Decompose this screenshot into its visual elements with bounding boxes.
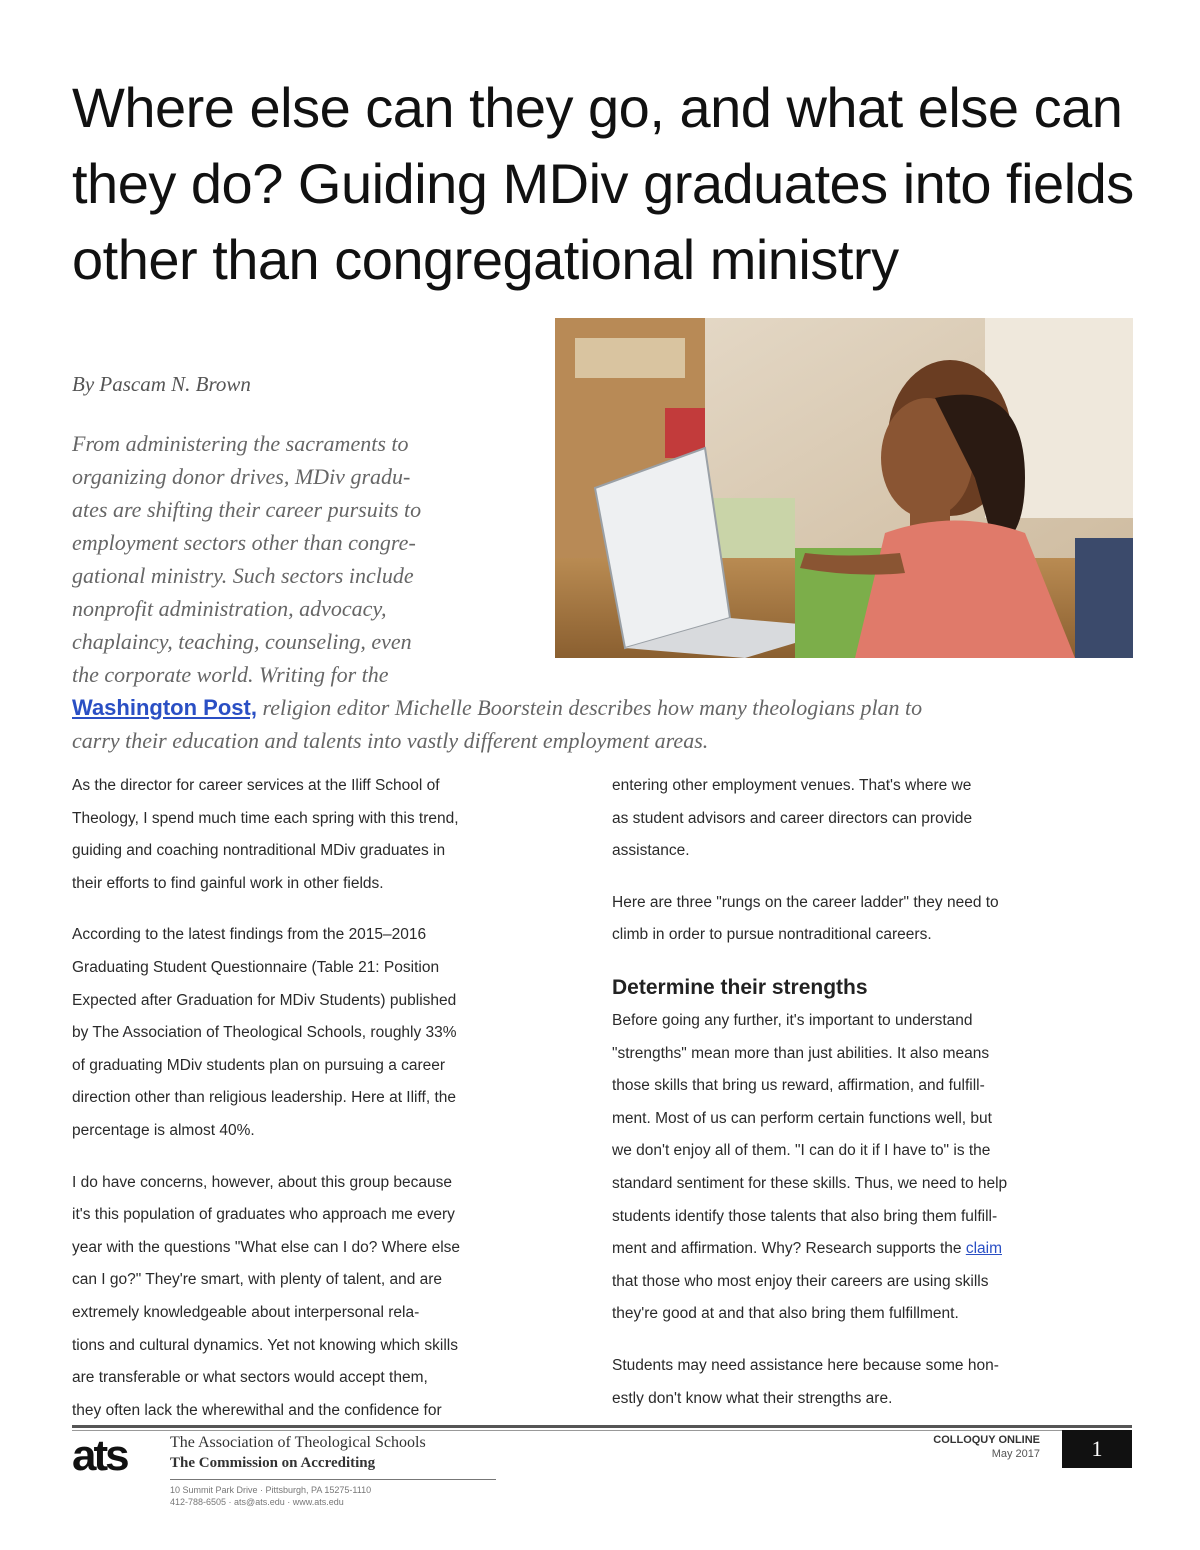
text-line-part: ment and affirmation. Why? Research supports the [612,1240,966,1258]
text-line: by The Association of Theological Schools, roughly 33% [72,1024,457,1042]
text-line: standard sentiment for these skills. Thus, we need to help [612,1174,1008,1192]
text-line: they often lack the wherewithal and the confidence for [72,1401,442,1419]
text-line: year with the questions "What else can I do? Where else [72,1238,461,1256]
text-line: climb in order to pursue nontraditional careers. [612,926,932,944]
right-column [612,770,1130,1434]
org-address [170,1484,371,1508]
text-line: Expected after Graduation for MDiv Students) published [72,991,457,1009]
text-line: percentage is almost 40%. [72,1121,255,1139]
text-line: tions and cultural dynamics. Yet not knowing which skills [72,1336,458,1354]
address-line: 412-788-6505 · ats@ats.edu · www.ats.edu [170,1497,344,1507]
org-subtitle: The Commission on Accrediting [170,1455,376,1471]
text-line: According to the latest findings from the 2015–2016 [72,926,427,944]
text-line: are transferable or what sectors would accept them, [72,1369,428,1387]
intro-line: ates are shifting their career pursuits to [72,497,422,522]
text-line: ment. Most of us can perform certain functions well, but [612,1109,992,1127]
text-line: that those who most enjoy their careers are using skills [612,1272,989,1290]
intro-line [72,691,1132,724]
text-line: it's this population of graduates who approach me every [72,1206,455,1224]
text-line: estly don't know what their strengths are. [612,1389,893,1407]
page-number: 1 [1062,1430,1132,1468]
text-line [612,1233,1130,1266]
publication-series [880,1433,1040,1461]
text-line: Students may need assistance here because some hon- [612,1356,999,1374]
intro-line: organizing donor drives, MDiv gradu- [72,464,411,489]
series-date: May 2017 [991,1448,1040,1460]
paragraph-continued [612,770,1130,868]
section-heading: Determine their strengths [612,975,868,999]
text-line: as student advisors and career directors can provide [612,809,973,827]
intro-line: chaplaincy, teaching, counseling, even [72,629,412,654]
text-line: entering other employment venues. That's where we [612,777,972,794]
intro-line-text: religion editor Michelle Boorstein describes how many theologians plan to [256,695,923,720]
footer-divider [72,1425,1132,1428]
address-line: 10 Summit Park Drive · Pittsburgh, PA 15275-1110 [170,1485,372,1495]
text-line: Graduating Student Questionnaire (Table 21: Position [72,958,440,976]
paragraph-strengths [612,1005,1130,1331]
text-line: extremely knowledgeable about interpersonal rela- [72,1303,420,1321]
text-line: those skills that bring us reward, affirmation, and fulfill- [612,1077,985,1095]
text-line: they're good at and that also bring them fulfillment. [612,1305,959,1323]
text-line: assistance. [612,842,690,860]
text-line: of graduating MDiv students plan on pursuing a career [72,1056,446,1074]
byline: By Pascam N. Brown [72,372,251,396]
paragraph-director [72,770,584,900]
text-line: can I go?" They're smart, with plenty of talent, and are [72,1271,443,1289]
text-line: direction other than religious leadership. Here at Iliff, the [72,1089,456,1107]
intro-line: gational ministry. Such sectors include [72,563,414,588]
intro-paragraph [72,427,1132,757]
left-column [72,770,584,1446]
paragraph-concerns [72,1167,584,1428]
text-line: "strengths" mean more than just abilities. It also means [612,1044,990,1062]
text-line: students identify those talents that also bring them fulfill- [612,1207,998,1225]
paragraph-findings [72,919,584,1147]
intro-line: carry their education and talents into vastly different employment areas. [72,728,709,753]
text-line: Here are three "rungs on the career ladder" they need to [612,893,999,911]
intro-line: the corporate world. Writing for the [72,662,389,687]
text-line: their efforts to find gainful work in other fields. [72,874,384,892]
text-line: I do have concerns, however, about this group because [72,1173,452,1191]
intro-line: nonprofit administration, advocacy, [72,596,387,621]
text-line: Before going any further, it's important to understand [612,1011,973,1029]
paragraph-assistance [612,1350,1130,1415]
text-line: As the director for career services at the Iliff School of [72,777,440,794]
text-line: we don't enjoy all of them. "I can do it if I have to" is the [612,1142,991,1160]
ats-logo: ats [72,1431,127,1480]
series-name: COLLOQUY ONLINE [933,1434,1040,1446]
intro-line: employment sectors other than congre- [72,530,416,555]
washington-post-link[interactable]: Washington Post, [72,695,257,720]
intro-line: From administering the sacraments to [72,431,409,456]
footer-divider-thin [72,1430,1132,1431]
org-name: The Association of Theological Schools [170,1434,426,1451]
paragraph-rungs [612,887,1130,952]
article-title: Where else can they go, and what else can they do? Guiding MDiv graduates into fields other than congregational ministry [72,76,1134,291]
text-line: Theology, I spend much time each spring with this trend, [72,809,459,827]
org-divider [170,1479,496,1480]
claim-link[interactable]: claim [965,1240,1002,1258]
organization-name [170,1433,426,1473]
text-line: guiding and coaching nontraditional MDiv graduates in [72,842,446,860]
